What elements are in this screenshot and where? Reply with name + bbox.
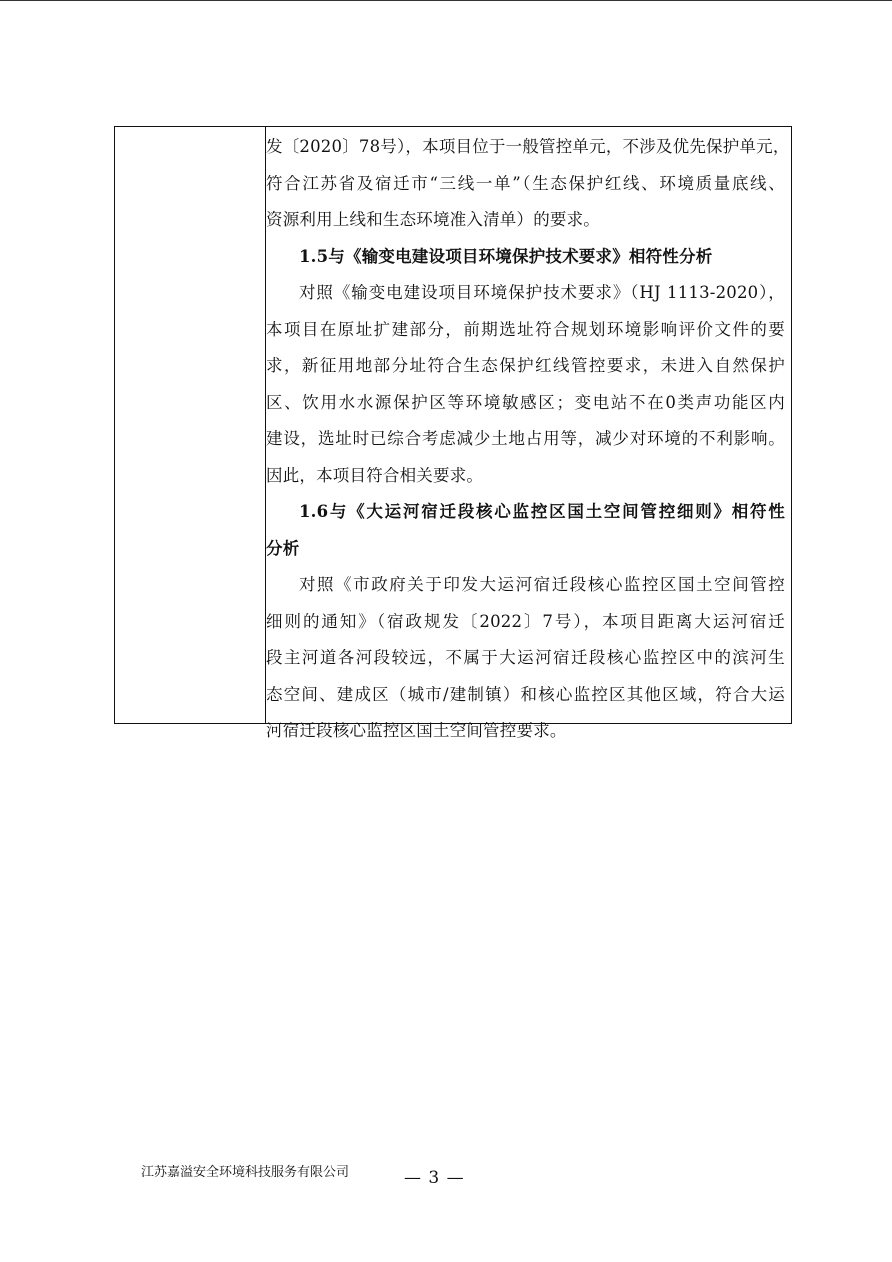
paragraph-line: 区、饮用水水源保护区等环境敏感区；变电站不在0类声功能区内 — [266, 392, 785, 412]
paragraph-line: 发〔2020〕78号），本项目位于一般管控单元，不涉及优先保护单元， — [266, 137, 790, 156]
paragraph-line: 建设，选址时已综合考虑减少土地占用等，减少对环境的不利影响。 — [266, 429, 785, 448]
paragraph-line: 对照《市政府关于印发大运河宿迁段核心监控区国土空间管控 — [299, 575, 785, 594]
paragraph-line: 本项目在原址扩建部分，前期选址符合规划环境影响评价文件的要 — [266, 319, 785, 339]
table-left-cell — [115, 127, 266, 723]
paragraph-line: 符合江苏省及宿迁市“三线一单”（生态保护红线、环境质量底线、 — [266, 173, 785, 193]
page-number: — 3 — — [404, 1168, 465, 1188]
section-heading-line: 1.6与《大运河宿迁段核心监控区国土空间管控细则》相符性 — [299, 502, 785, 521]
paragraph-line: 资源利用上线和生态环境准入清单）的要求。 — [266, 210, 600, 229]
section-heading-line: 分析 — [266, 538, 300, 558]
paragraph-line: 段主河道各河段较远，不属于大运河宿迁段核心监控区中的滨河生 — [266, 648, 785, 667]
paragraph-line: 对照《输变电建设项目环境保护技术要求》（HJ 1113-2020）， — [299, 283, 785, 302]
paragraph-line: 河宿迁段核心监控区国土空间管控要求。 — [266, 721, 567, 740]
table-content-cell — [266, 127, 791, 740]
section-heading-line: 1.5与《输变电建设项目环境保护技术要求》相符性分析 — [299, 246, 713, 266]
footer-company: 江苏嘉溢安全环境科技服务有限公司 — [141, 1165, 350, 1180]
paragraph-line: 因此，本项目符合相关要求。 — [266, 465, 484, 485]
top-border-line — [0, 0, 892, 1]
paragraph-line: 细则的通知》（宿政规发〔2022〕7号），本项目距离大运河宿迁 — [266, 611, 785, 631]
paragraph-line: 求，新征用地部分址符合生态保护红线管控要求，未进入自然保护 — [266, 356, 785, 375]
content-table — [114, 126, 792, 740]
paragraph-line: 态空间、建成区（城市/建制镇）和核心监控区其他区域，符合大运 — [266, 684, 785, 704]
